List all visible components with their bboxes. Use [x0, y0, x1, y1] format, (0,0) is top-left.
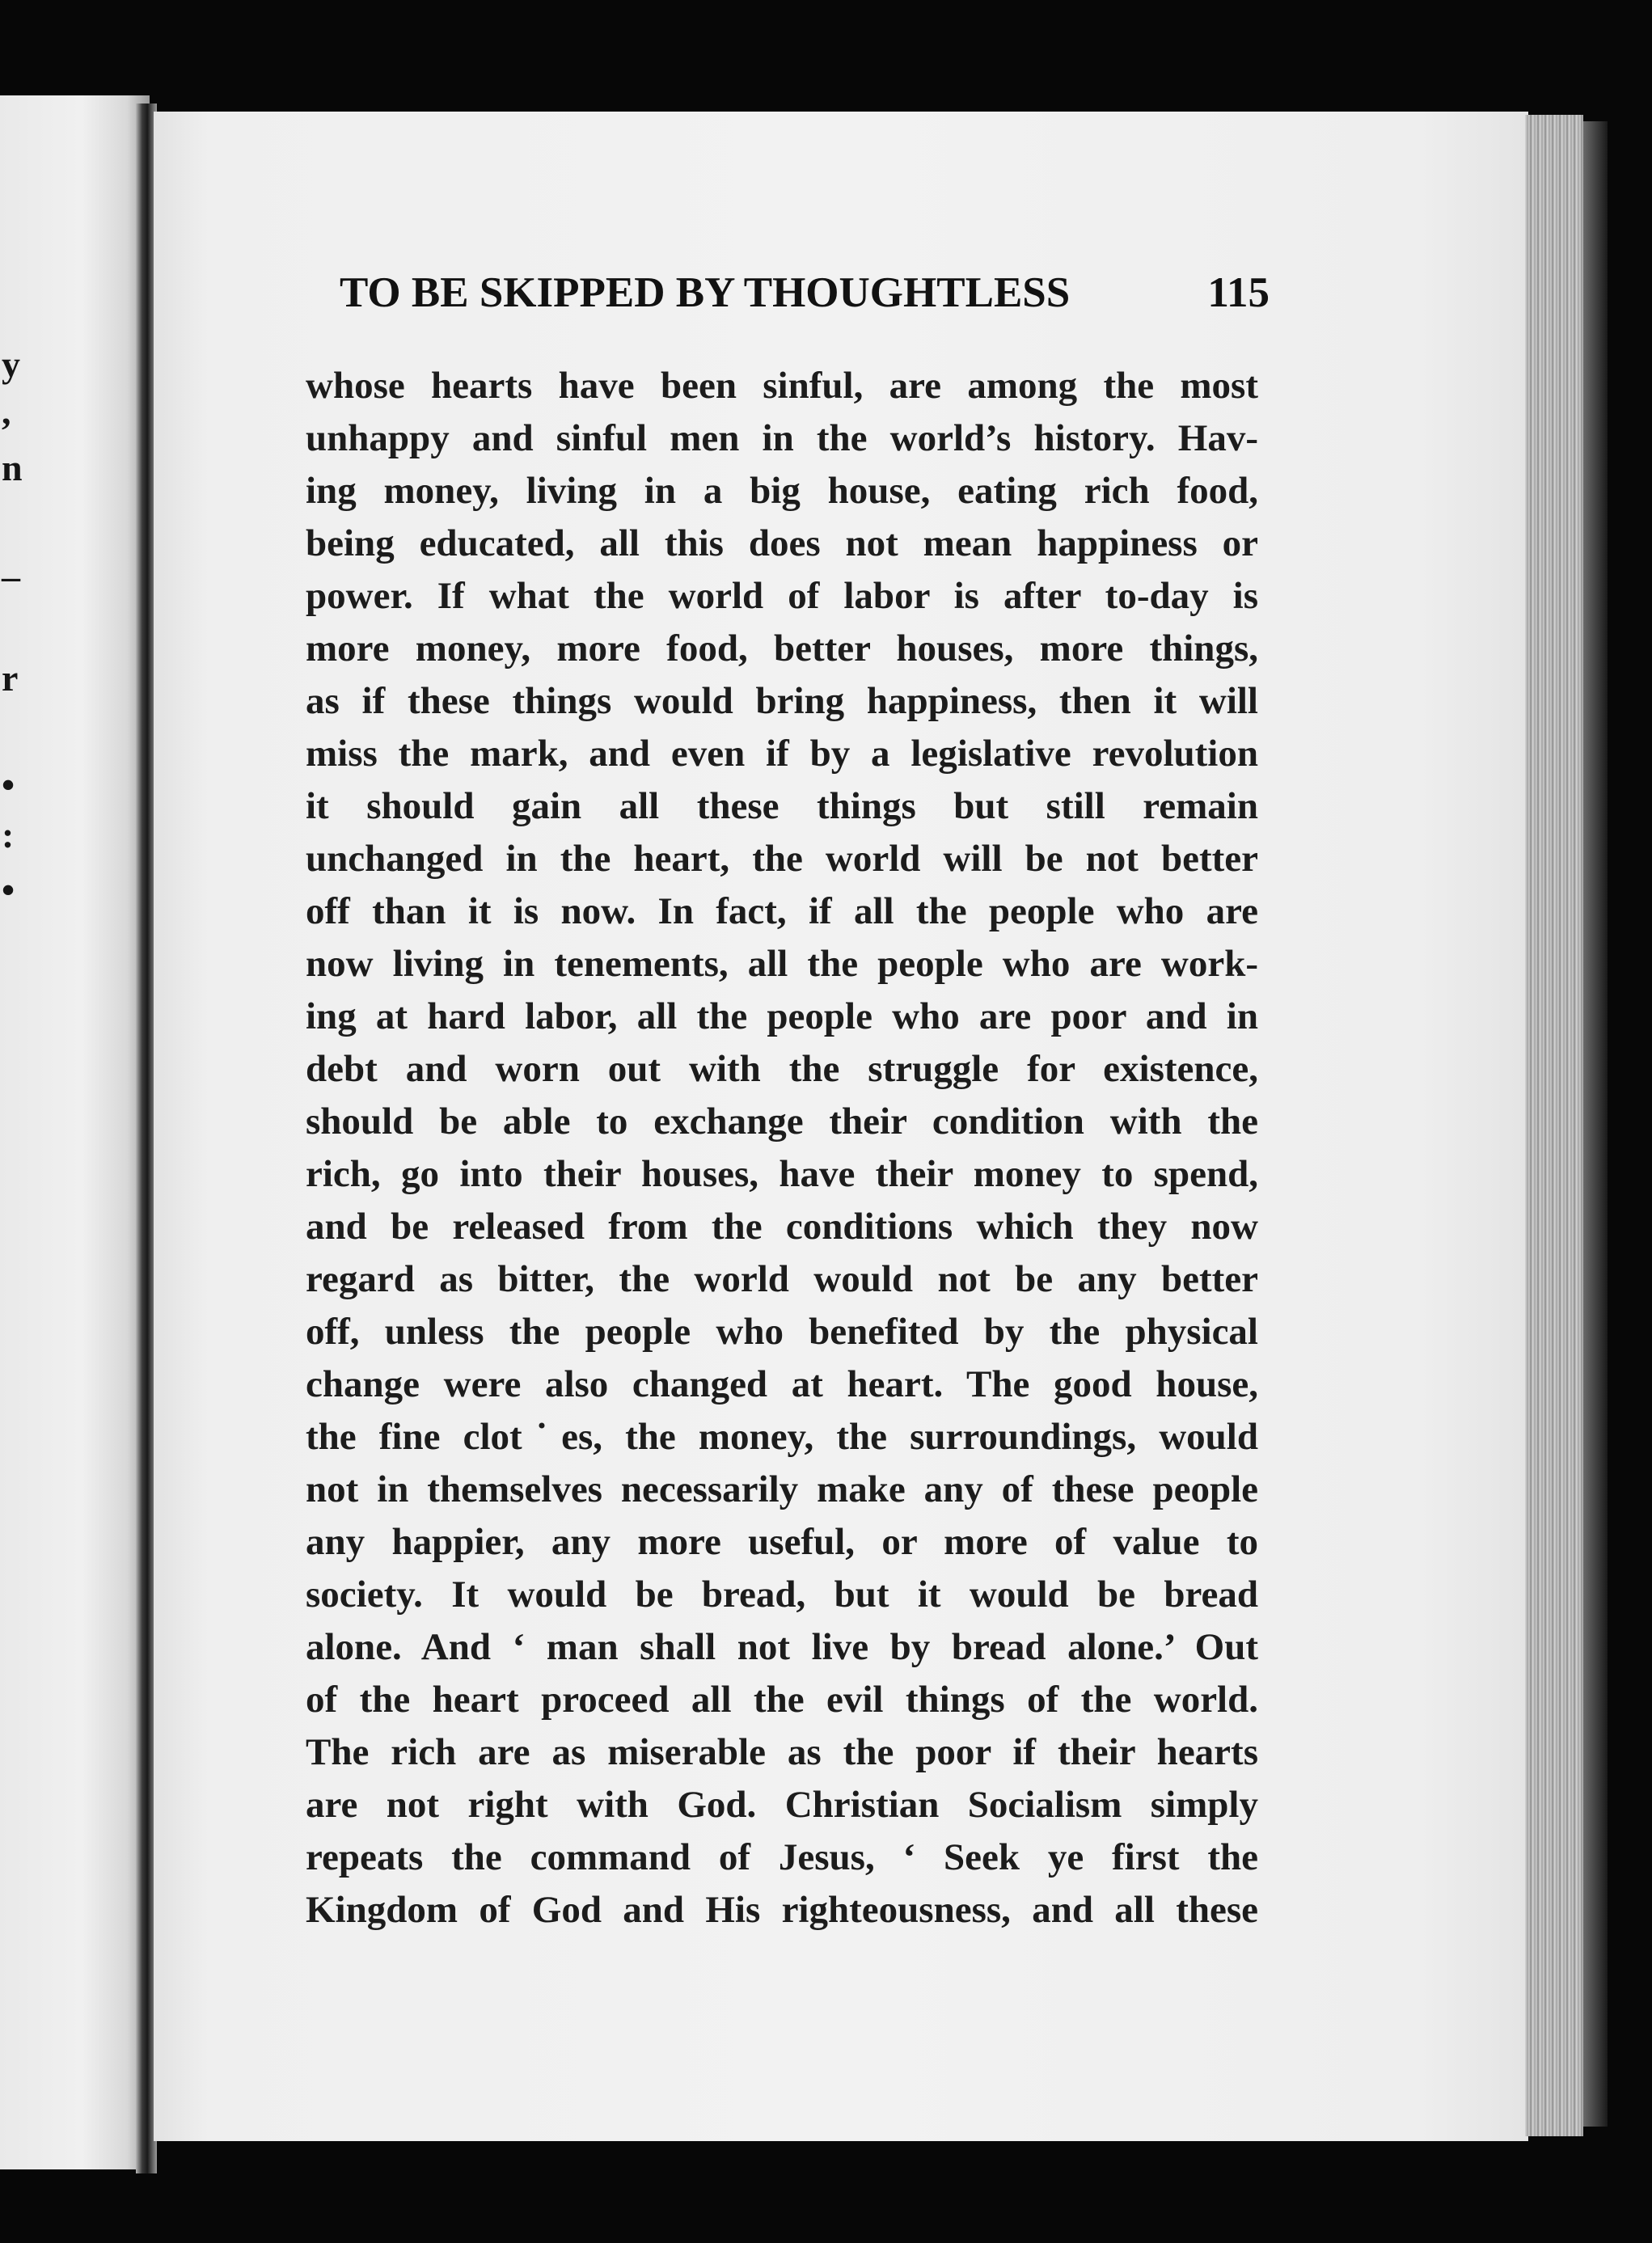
body-text	[306, 360, 1258, 1937]
text-line: unchanged in the heart, the world will be not better	[306, 838, 1258, 880]
text-line: The rich are as miserable as the poor if their hearts	[306, 1731, 1258, 1773]
text-line: as if these things would bring happiness, then it will	[306, 680, 1258, 722]
page-edges	[1525, 115, 1583, 2136]
left-page-fragment: ,	[2, 391, 11, 432]
text-line: society. It would be bread, but it would be bread	[306, 1573, 1258, 1616]
text-line: the fine clot˙es, the money, the surroundings, would	[306, 1416, 1258, 1458]
text-line: ing money, living in a big house, eating rich food,	[306, 470, 1258, 512]
text-line: being educated, all this does not mean happiness or	[306, 522, 1258, 564]
text-line: it should gain all these things but still remain	[306, 785, 1258, 827]
text-line: not in themselves necessarily make any of these people	[306, 1468, 1258, 1510]
left-page-fragment: :	[2, 814, 15, 855]
text-line: repeats the command of Jesus, ‘ Seek ye first the	[306, 1836, 1258, 1878]
text-line: whose hearts have been sinful, are among the most	[306, 365, 1258, 407]
text-line: alone. And ‘ man shall not live by bread alone.’ Out	[306, 1626, 1258, 1668]
left-page-fragment: –	[2, 555, 20, 597]
text-line: ing at hard labor, all the people who are poor and in	[306, 995, 1258, 1037]
text-line: of the heart proceed all the evil things of the world.	[306, 1679, 1258, 1721]
left-page-fragment: •	[2, 869, 15, 910]
text-line: debt and worn out with the struggle for existence,	[306, 1048, 1258, 1090]
text-line: power. If what the world of labor is after to-day is	[306, 575, 1258, 617]
text-line: regard as bitter, the world would not be any better	[306, 1258, 1258, 1300]
text-line: and be released from the conditions which they now	[306, 1206, 1258, 1248]
left-page-fragment: y	[2, 344, 20, 385]
text-line: change were also changed at heart. The good house,	[306, 1363, 1258, 1405]
text-line: more money, more food, better houses, more things,	[306, 627, 1258, 670]
left-page-fragment: n	[2, 447, 23, 488]
page-edge-shadow	[1583, 121, 1608, 2127]
running-title: TO BE SKIPPED BY THOUGHTLESS	[340, 269, 1071, 316]
left-page-fragment: •	[2, 764, 15, 805]
text-line: now living in tenements, all the people who are work-	[306, 943, 1258, 985]
left-page-fragment: r	[2, 657, 19, 699]
text-line: any happier, any more useful, or more of value to	[306, 1521, 1258, 1563]
text-line: off, unless the people who benefited by the physical	[306, 1311, 1258, 1353]
text-line: are not right with God. Christian Socialism simply	[306, 1784, 1258, 1826]
page-number: 115	[1207, 269, 1270, 316]
text-line: unhappy and sinful men in the world’s history. Hav-	[306, 417, 1258, 459]
text-line: should be able to exchange their condition with the	[306, 1100, 1258, 1143]
left-facing-page	[0, 95, 150, 2169]
text-line: off than it is now. In fact, if all the people who are	[306, 890, 1258, 932]
text-line: rich, go into their houses, have their money to spend,	[306, 1153, 1258, 1195]
text-line: Kingdom of God and His righteousness, and all these	[306, 1889, 1258, 1931]
text-line: miss the mark, and even if by a legislative revolution	[306, 733, 1258, 775]
running-head	[340, 268, 1270, 325]
